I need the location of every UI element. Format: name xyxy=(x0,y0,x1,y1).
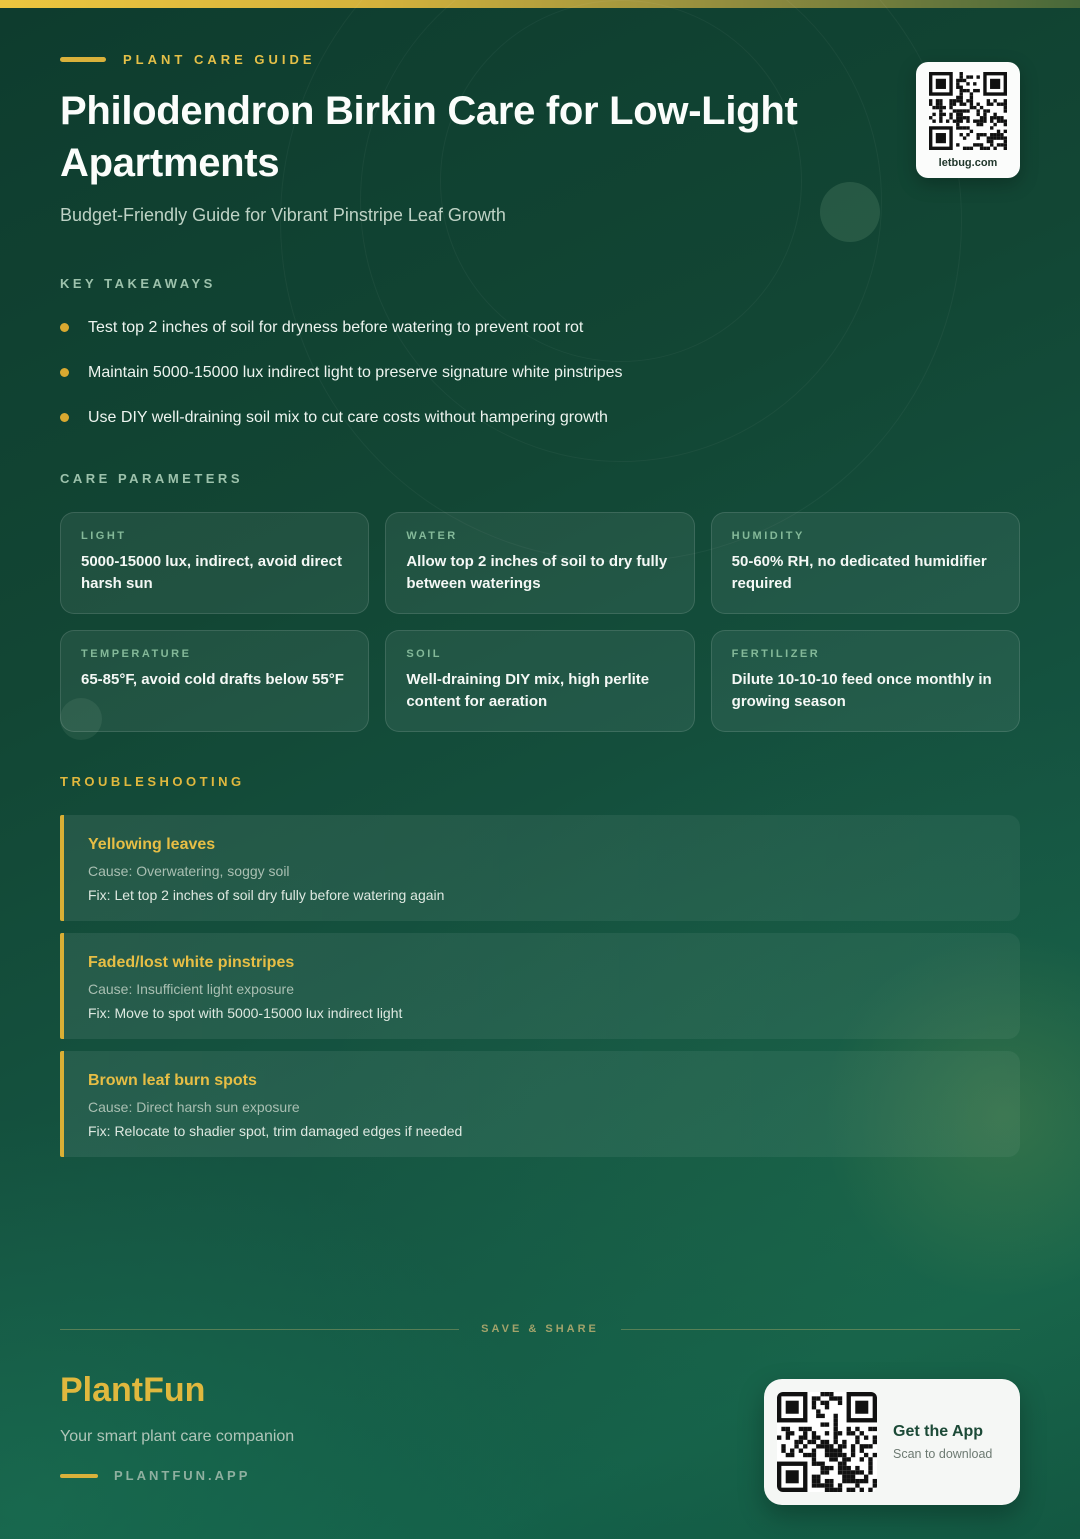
eyebrow-label: PLANT CARE GUIDE xyxy=(123,52,316,67)
divider-line xyxy=(621,1329,1020,1330)
param-card-fertilizer xyxy=(711,630,1020,732)
takeaway-text: Use DIY well-draining soil mix to cut care costs without hampering growth xyxy=(88,409,608,426)
trouble-fix: Fix: Relocate to shadier spot, trim damaged edges if needed xyxy=(88,1123,463,1139)
page-subtitle: Budget-Friendly Guide for Vibrant Pinstripe Leaf Growth xyxy=(60,205,506,225)
divider-line xyxy=(60,1329,459,1330)
takeaway-item xyxy=(60,362,1020,384)
param-text: 5000-15000 lux, indirect, avoid direct harsh sun xyxy=(81,553,342,592)
param-label: FERTILIZER xyxy=(731,648,821,660)
app-qr-title: Get the App xyxy=(893,1423,984,1440)
site-row xyxy=(60,1468,294,1483)
eyebrow-row xyxy=(60,52,1020,67)
param-label: TEMPERATURE xyxy=(81,648,192,660)
param-card-humidity xyxy=(711,512,1020,614)
param-text: Dilute 10-10-10 feed once monthly in growing season xyxy=(731,671,992,710)
troubleshooting-heading: TROUBLESHOOTING xyxy=(60,774,245,789)
takeaway-text: Maintain 5000-15000 lux indirect light to preserve signature white pinstripes xyxy=(88,364,623,381)
trouble-card-brown-burn-spots xyxy=(60,1051,1020,1157)
qr-caption: letbug.com xyxy=(938,157,998,169)
trouble-fix: Fix: Move to spot with 5000-15000 lux indirect light xyxy=(88,1005,403,1021)
trouble-fix: Fix: Let top 2 inches of soil dry fully before watering again xyxy=(88,887,445,903)
trouble-card-yellowing-leaves xyxy=(60,815,1020,921)
bullet-icon xyxy=(60,323,69,332)
takeaway-item xyxy=(60,317,1020,339)
care-parameters-heading: CARE PARAMETERS xyxy=(60,471,243,486)
param-label: HUMIDITY xyxy=(731,530,805,542)
bullet-icon xyxy=(60,368,69,377)
param-card-soil xyxy=(385,630,694,732)
trouble-title: Brown leaf burn spots xyxy=(88,1072,257,1089)
site-dash xyxy=(60,1474,98,1478)
brand-name: PlantFun xyxy=(60,1371,206,1409)
param-card-water xyxy=(385,512,694,614)
param-text: Well-draining DIY mix, high perlite content for aeration xyxy=(406,671,650,710)
site-url: PLANTFUN.APP xyxy=(114,1468,251,1483)
app-qr-text xyxy=(893,1423,992,1461)
header-qr-card xyxy=(916,62,1020,178)
eyebrow-dash xyxy=(60,57,106,62)
troubleshooting-list xyxy=(60,815,1020,1157)
divider-label: SAVE & SHARE xyxy=(481,1323,599,1335)
trouble-title: Yellowing leaves xyxy=(88,836,216,853)
param-text: 65-85°F, avoid cold drafts below 55°F xyxy=(81,671,344,688)
param-label: SOIL xyxy=(406,648,442,660)
trouble-card-faded-pinstripes xyxy=(60,933,1020,1039)
param-label: WATER xyxy=(406,530,458,542)
trouble-cause: Cause: Insufficient light exposure xyxy=(88,981,294,997)
footer xyxy=(60,1323,1020,1505)
trouble-cause: Cause: Direct harsh sun exposure xyxy=(88,1099,300,1115)
param-card-temperature xyxy=(60,630,369,732)
trouble-title: Faded/lost white pinstripes xyxy=(88,954,295,971)
page-title: Philodendron Birkin Care for Low-Light Apartments xyxy=(60,89,798,185)
bullet-icon xyxy=(60,413,69,422)
key-takeaways-heading: KEY TAKEAWAYS xyxy=(60,276,216,291)
brand-block xyxy=(60,1371,294,1483)
trouble-cause: Cause: Overwatering, soggy soil xyxy=(88,863,290,879)
care-parameters-grid xyxy=(60,512,1020,732)
param-card-light xyxy=(60,512,369,614)
param-text: 50-60% RH, no dedicated humidifier required xyxy=(731,553,987,592)
app-qr-card xyxy=(764,1379,1020,1505)
qr-code xyxy=(777,1392,877,1492)
app-qr-subtitle: Scan to download xyxy=(893,1447,993,1461)
param-text: Allow top 2 inches of soil to dry fully between waterings xyxy=(406,553,668,592)
takeaway-item xyxy=(60,407,1020,429)
key-takeaways-list xyxy=(60,317,1020,429)
brand-tagline: Your smart plant care companion xyxy=(60,1428,295,1445)
save-share-divider xyxy=(60,1323,1020,1335)
footer-row xyxy=(60,1371,1020,1505)
qr-code xyxy=(929,72,1007,150)
param-label: LIGHT xyxy=(81,530,127,542)
takeaway-text: Test top 2 inches of soil for dryness before watering to prevent root rot xyxy=(88,319,584,336)
